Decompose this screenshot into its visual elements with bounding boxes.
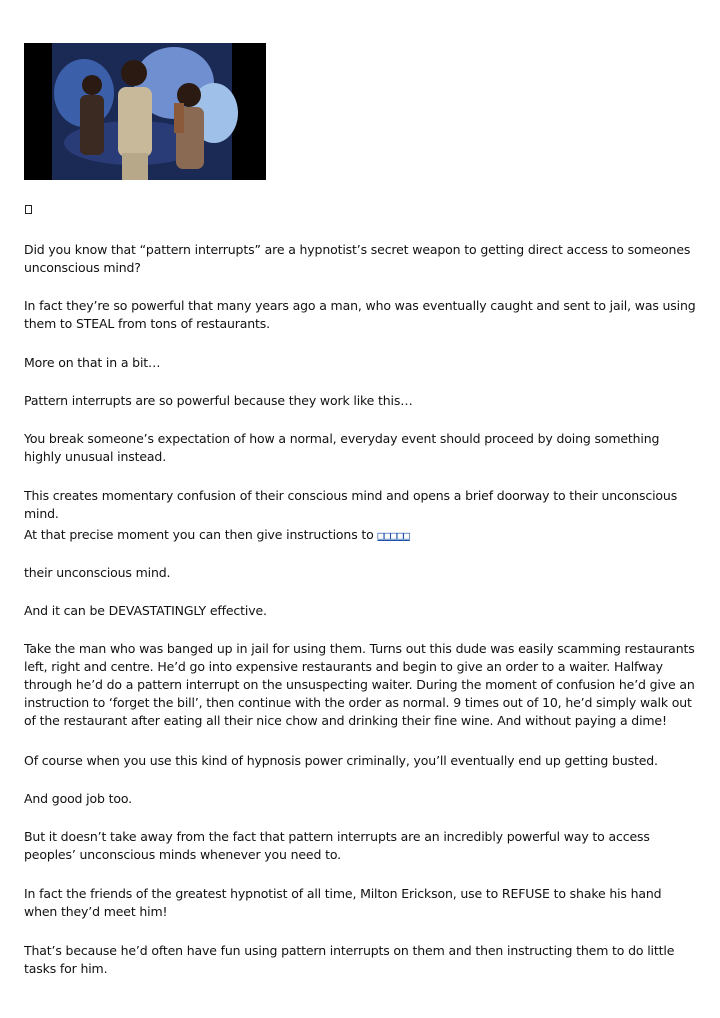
paragraph-15: That’s because he’d often have fun using pattern interrupts on them and then instructing them to do little tasks for him. <box>24 943 675 976</box>
inline-link[interactable]: □□□□□ <box>377 529 410 542</box>
paragraph-13: But it doesn’t take away from the fact that pattern interrupts are an incredibly powerful way to access peoples’ unconscious minds whenever you need to. <box>24 829 650 862</box>
paragraph-9: And it can be DEVASTATINGLY effective. <box>24 603 267 618</box>
paragraph-7 <box>24 526 696 545</box>
paragraph-6: This creates momentary confusion of their conscious mind and opens a brief doorway to their unconscious mind. <box>24 488 678 521</box>
paragraph-2: In fact they’re so powerful that many years ago a man, who was eventually caught and sent to jail, was using them to STEAL from tons of restaurants. <box>24 298 696 331</box>
paragraph-3: More on that in a bit… <box>24 355 161 370</box>
paragraph-14: In fact the friends of the greatest hypnotist of all time, Milton Erickson, use to REFUSE to shake his hand when they’d meet him! <box>24 886 662 919</box>
paragraph-1: Did you know that “pattern interrupts” are a hypnotist’s secret weapon to getting direct access to someones unconscious mind? <box>24 242 691 275</box>
paragraph-12: And good job too. <box>24 791 132 806</box>
paragraph-5: You break someone’s expectation of how a normal, everyday event should proceed by doing something highly unusual instead. <box>24 431 660 464</box>
stage-performers-image <box>24 43 266 180</box>
paragraph-4: Pattern interrupts are so powerful because they work like this… <box>24 393 413 408</box>
paragraph-8: their unconscious mind. <box>24 565 171 580</box>
paragraph-7-text: At that precise moment you can then give instructions to <box>24 527 374 542</box>
missing-glyph-icon <box>25 205 32 214</box>
article-photo <box>24 43 266 180</box>
paragraph-11: Of course when you use this kind of hypnosis power criminally, you’ll eventually end up getting busted. <box>24 753 658 768</box>
paragraph-10: Take the man who was banged up in jail for using them. Turns out this dude was easily scamming restaurants left, right and centre. He’d go into expensive restaurants and begin to give an order to a waiter. Halfway through he’d do a pattern interrupt on the unsuspecting waiter. During the moment of confusion he’d give an instruction to ‘forget the bill’, then continue with the order as normal. 9 times out of 10, he’d simply walk out of the restaurant after eating all their nice chow and drinking their fine wine. And without paying a dime! <box>24 641 695 728</box>
